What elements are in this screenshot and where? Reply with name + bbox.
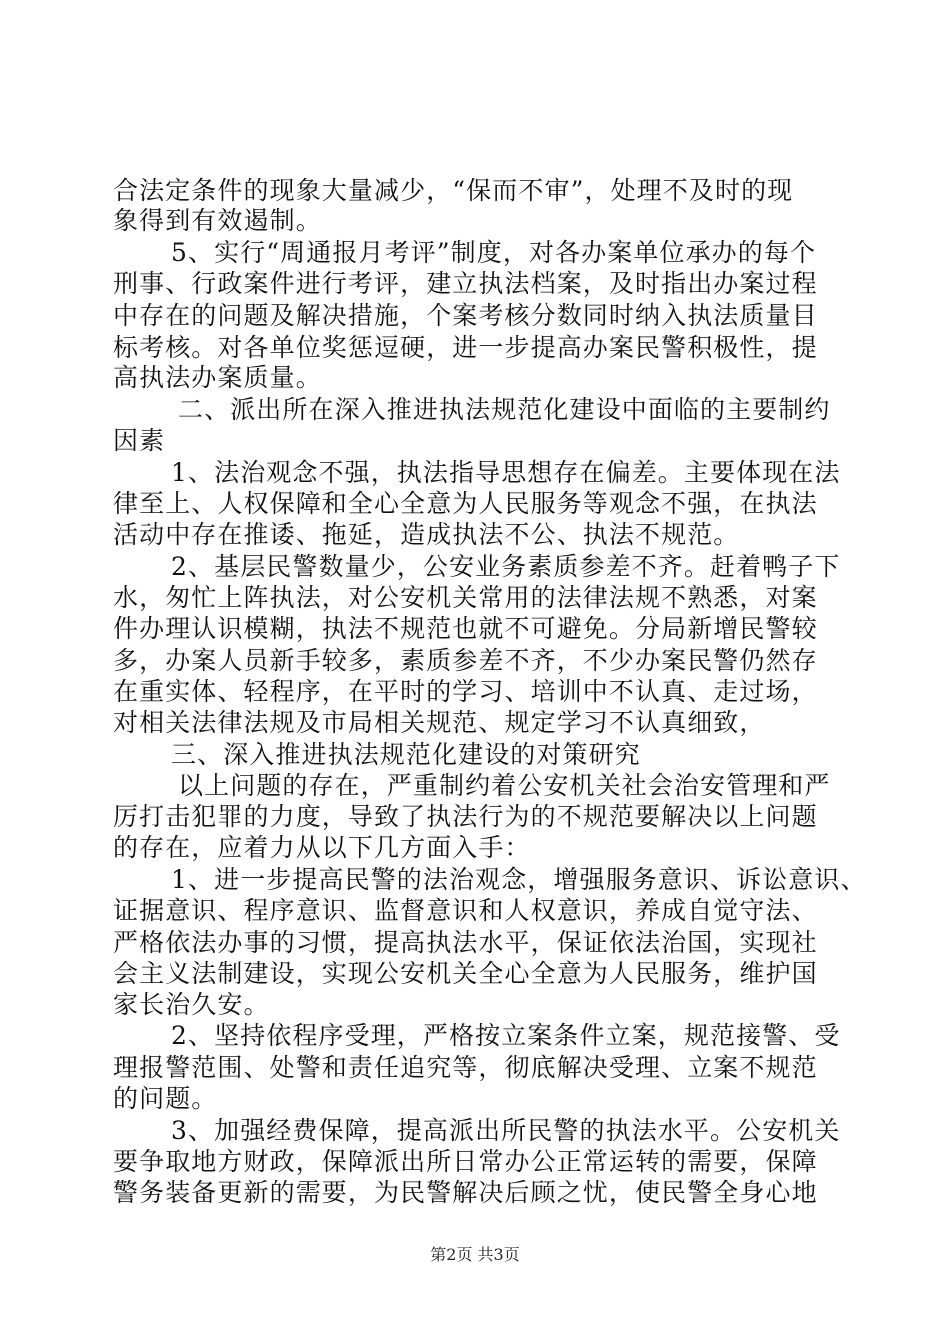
text-line: 1、进一步提高民警的法治观念，增强服务意识、诉讼意识、 <box>171 865 867 894</box>
page-number-footer: 第2页 共3页 <box>430 1245 520 1264</box>
text-line: 家长治久安。 <box>113 990 270 1019</box>
text-line: 象得到有效遏制。 <box>113 206 322 235</box>
text-line: 警务装备更新的需要，为民警解决后顾之忧，使民警全身心地 <box>113 1178 818 1207</box>
text-line: 2、基层民警数量少，公安业务素质参差不齐。赶着鸭子下 <box>171 552 841 581</box>
text-line: 多，办案人员新手较多，素质参差不齐，不少办案民警仍然存 <box>113 646 818 675</box>
text-line: 高执法办案质量。 <box>113 363 322 392</box>
text-line: 要争取地方财政，保障派出所日常办公正常运转的需要，保障 <box>113 1147 818 1176</box>
text-line: 5、实行“周通报月考评”制度，对各办案单位承办的每个 <box>171 238 817 267</box>
text-line: 会主义法制建设，实现公安机关全心全意为人民服务，维护国 <box>113 959 818 988</box>
text-line: 的问题。 <box>113 1084 218 1113</box>
section-heading-continuation: 因素 <box>113 426 166 455</box>
text-line: 件办理认识模糊，执法不规范也就不可避免。分局新增民警较 <box>113 614 818 643</box>
text-line: 标考核。对各单位奖惩逗硬，进一步提高办案民警积极性，提 <box>113 333 818 362</box>
text-line: 以上问题的存在，严重制约着公安机关社会治安管理和严 <box>178 771 831 800</box>
text-line: 2、坚持依程序受理，严格按立案条件立案，规范接警、受 <box>171 1021 841 1050</box>
section-heading: 二、派出所在深入推进执法规范化建设中面临的主要制约 <box>178 395 831 424</box>
text-line: 证据意识、程序意识、监督意识和人权意识，养成自觉守法、 <box>113 896 818 925</box>
text-line: 厉打击犯罪的力度，导致了执法行为的不规范要解决以上问题 <box>113 802 818 831</box>
text-line: 3、加强经费保障，提高派出所民警的执法水平。公安机关 <box>171 1116 841 1145</box>
text-line: 活动中存在推诿、拖延，造成执法不公、执法不规范。 <box>113 520 740 549</box>
text-line: 严格依法办事的习惯，提高执法水平，保证依法治国，实现社 <box>113 928 818 957</box>
text-line: 律至上、人权保障和全心全意为人民服务等观念不强，在执法 <box>113 489 818 518</box>
text-line: 在重实体、轻程序，在平时的学习、培训中不认真、走过场， <box>113 677 818 706</box>
text-line: 1、法治观念不强，执法指导思想存在偏差。主要体现在法 <box>171 458 841 487</box>
section-heading: 三、深入推进执法规范化建设的对策研究 <box>171 740 641 769</box>
text-line: 的存在，应着力从以下几方面入手： <box>113 833 531 862</box>
text-line: 理报警范围、处警和责任追究等，彻底解决受理、立案不规范 <box>113 1053 818 1082</box>
text-line: 刑事、行政案件进行考评，建立执法档案，及时指出办案过程 <box>113 269 818 298</box>
text-line: 合法定条件的现象大量减少，“保而不审”，处理不及时的现 <box>113 176 794 205</box>
text-line: 水，匆忙上阵执法，对公安机关常用的法律法规不熟悉，对案 <box>113 583 818 612</box>
text-line: 中存在的问题及解决措施，个案考核分数同时纳入执法质量目 <box>113 301 818 330</box>
text-line: 对相关法律法规及市局相关规范、规定学习不认真细致， <box>113 708 766 737</box>
